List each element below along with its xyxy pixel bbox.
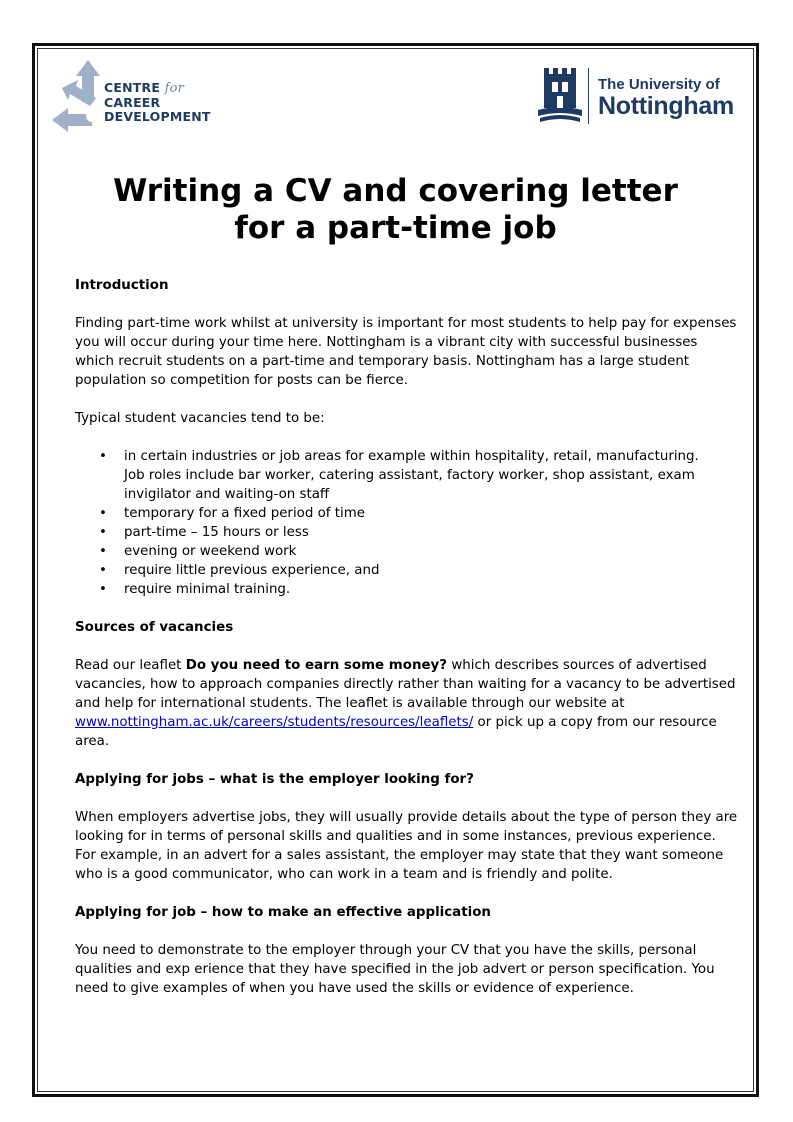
bullet-icon: •: [99, 563, 107, 578]
vacancy-types-list: [75, 447, 740, 599]
heading-introduction: Introduction: [75, 278, 169, 293]
heading-employer-looking-for: Applying for jobs – what is the employer looking for?: [75, 772, 474, 787]
effective-application-paragraph: You need to demonstrate to the employer through your CV that you have the skills, personal qualities and exp erience that they have specified in the job advert or person specification. You need to give examples of when you have used the skills or evidence of experience.: [75, 943, 715, 996]
heading-sources-of-vacancies: Sources of vacancies: [75, 620, 234, 635]
employer-paragraph: When employers advertise jobs, they will usually provide details about the type of person they are looking for in terms of personal skills and qualities and in some instances, previous experience. For example, in an advert for a sales assistant, the employer may state that they want someone who is a good communicator, who can work in a team and is friendly and polite.: [75, 810, 738, 882]
list-item: • part-time – 15 hours or less: [99, 525, 309, 540]
ccd-line-career: CAREER: [104, 95, 161, 110]
document-title: [40, 173, 751, 247]
title-line-2: for a part-time job: [234, 210, 557, 246]
heading-effective-application: Applying for job – how to make an effective application: [75, 905, 491, 920]
document-body: [75, 276, 740, 998]
centre-for-career-development-logo: [48, 58, 218, 136]
uon-line-the-university-of: The University of: [598, 76, 720, 93]
list-item: • temporary for a fixed period of time: [99, 506, 366, 521]
bullet-icon: •: [99, 449, 107, 464]
uon-line-nottingham: Nottingham: [598, 92, 734, 120]
title-line-1: Writing a CV and covering letter: [113, 173, 678, 209]
ccd-arrows-icon: [48, 58, 108, 136]
ccd-line-centre: CENTRE: [104, 80, 161, 95]
vacancies-lead-in: Typical student vacancies tend to be:: [75, 411, 325, 426]
list-item: • require minimal training.: [99, 582, 291, 597]
bullet-icon: •: [99, 506, 107, 521]
bullet-icon: •: [99, 582, 107, 597]
ccd-line-development: DEVELOPMENT: [104, 109, 211, 124]
bullet-icon: •: [99, 544, 107, 559]
list-item: • evening or weekend work: [99, 544, 297, 559]
university-of-nottingham-logo: [538, 66, 738, 128]
ccd-line-for: for: [164, 81, 185, 96]
logo-divider: [588, 68, 589, 124]
leaflet-title: Do you need to earn some money?: [185, 658, 448, 673]
leaflets-link[interactable]: www.nottingham.ac.uk/careers/students/resources/leaflets/: [75, 715, 474, 730]
bullet-icon: •: [99, 525, 107, 540]
intro-paragraph: Finding part-time work whilst at university is important for most students to help pay for expenses you will occur during your time here. Nottingham is a vibrant city with successful businesses which recruit students on a part-time and temporary basis. Nottingham has a large student population so competition for posts can be fierce.: [75, 316, 737, 388]
list-item: • in certain industries or job areas for example within hospitality, retail, manufacturing. Job roles include bar worker, catering assistant, factory worker, shop assistant, exam invigilator and waiting-on staff: [99, 449, 699, 502]
ccd-wordmark: [104, 81, 211, 124]
castle-crest-icon: [538, 66, 582, 126]
sources-paragraph: Read our leaflet Do you need to earn some money? which describes sources of advertised vacancies, how to approach companies directly rather than waiting for a vacancy to be advertised and help for international students. The leaflet is available through our website at www.nottingham.ac.uk/careers/students/resources/leaflets/ or pick up a copy from our resource area.: [75, 658, 736, 749]
list-item: • require little previous experience, and: [99, 563, 380, 578]
